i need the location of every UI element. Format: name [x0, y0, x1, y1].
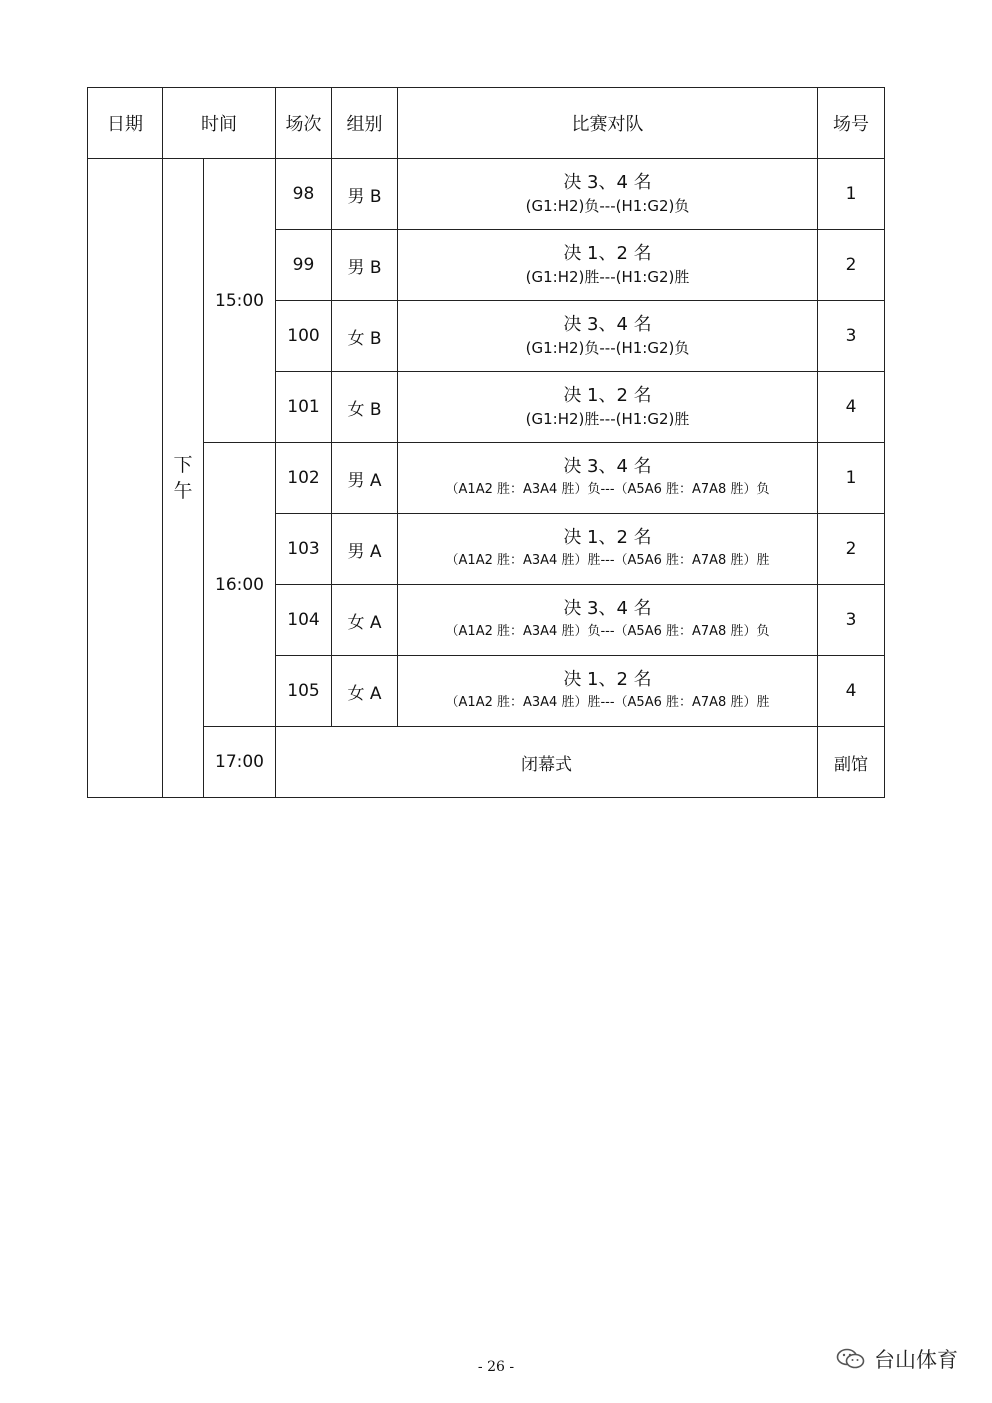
group-cell: 男 A	[332, 443, 398, 514]
ceremony-court: 副馆	[818, 727, 885, 798]
matchup-title: 决 1、2 名	[563, 669, 652, 690]
period-cell	[163, 159, 204, 798]
group-cell: 女 B	[332, 301, 398, 372]
period-label: 下午	[173, 454, 193, 502]
matchup-title: 决 3、4 名	[563, 172, 652, 193]
watermark-text: 台山体育	[874, 1348, 958, 1372]
header-date: 日期	[88, 88, 163, 159]
match-no: 104	[276, 585, 332, 656]
matchup-detail: （A1A2 胜：A3A4 胜）负---（A5A6 胜：A7A8 胜）负	[445, 624, 770, 639]
matchup-cell	[398, 159, 818, 230]
wechat-icon	[836, 1347, 866, 1371]
header-group: 组别	[332, 88, 398, 159]
match-no: 98	[276, 159, 332, 230]
schedule-table	[87, 87, 885, 798]
group-cell: 女 A	[332, 656, 398, 727]
group-cell: 女 B	[332, 372, 398, 443]
group-cell: 男 B	[332, 159, 398, 230]
date-cell	[88, 159, 163, 798]
matchup-title: 决 3、4 名	[563, 598, 652, 619]
match-no: 102	[276, 443, 332, 514]
header-row	[88, 88, 885, 159]
time-cell-1500: 15:00	[204, 159, 276, 443]
page-number: - 26 -	[477, 1359, 515, 1375]
match-no: 99	[276, 230, 332, 301]
matchup-title: 决 3、4 名	[563, 456, 652, 477]
matchup-detail: (G1:H2)胜---(H1:G2)胜	[525, 410, 690, 428]
court-cell: 3	[818, 585, 885, 656]
table-row	[88, 159, 885, 230]
matchup-cell	[398, 514, 818, 585]
matchup-title: 决 3、4 名	[563, 314, 652, 335]
matchup-cell	[398, 585, 818, 656]
court-cell: 4	[818, 372, 885, 443]
match-no: 101	[276, 372, 332, 443]
court-cell: 4	[818, 656, 885, 727]
table-row	[88, 727, 885, 798]
match-no: 103	[276, 514, 332, 585]
court-cell: 1	[818, 159, 885, 230]
matchup-title: 决 1、2 名	[563, 243, 652, 264]
time-cell-1600: 16:00	[204, 443, 276, 727]
watermark	[836, 1344, 958, 1374]
matchup-cell	[398, 656, 818, 727]
header-court: 场号	[818, 88, 885, 159]
header-match-no: 场次	[276, 88, 332, 159]
court-cell: 1	[818, 443, 885, 514]
matchup-title: 决 1、2 名	[563, 527, 652, 548]
matchup-detail: （A1A2 胜：A3A4 胜）胜---（A5A6 胜：A7A8 胜）胜	[445, 695, 770, 710]
matchup-detail: (G1:H2)负---(H1:G2)负	[525, 339, 690, 357]
group-cell: 女 A	[332, 585, 398, 656]
court-cell: 2	[818, 514, 885, 585]
matchup-cell	[398, 372, 818, 443]
group-cell: 男 A	[332, 514, 398, 585]
matchup-cell	[398, 301, 818, 372]
header-teams: 比赛对队	[398, 88, 818, 159]
court-cell: 2	[818, 230, 885, 301]
matchup-detail: (G1:H2)负---(H1:G2)负	[525, 197, 690, 215]
matchup-cell	[398, 443, 818, 514]
matchup-cell	[398, 230, 818, 301]
matchup-title: 决 1、2 名	[563, 385, 652, 406]
group-cell: 男 B	[332, 230, 398, 301]
matchup-detail: （A1A2 胜：A3A4 胜）负---（A5A6 胜：A7A8 胜）负	[445, 482, 770, 497]
match-no: 100	[276, 301, 332, 372]
match-no: 105	[276, 656, 332, 727]
court-cell: 3	[818, 301, 885, 372]
matchup-detail: （A1A2 胜：A3A4 胜）胜---（A5A6 胜：A7A8 胜）胜	[445, 553, 770, 568]
time-cell-1700: 17:00	[204, 727, 276, 798]
header-time: 时间	[163, 88, 276, 159]
closing-ceremony: 闭幕式	[276, 727, 818, 798]
matchup-detail: (G1:H2)胜---(H1:G2)胜	[525, 268, 690, 286]
table-row	[88, 443, 885, 514]
